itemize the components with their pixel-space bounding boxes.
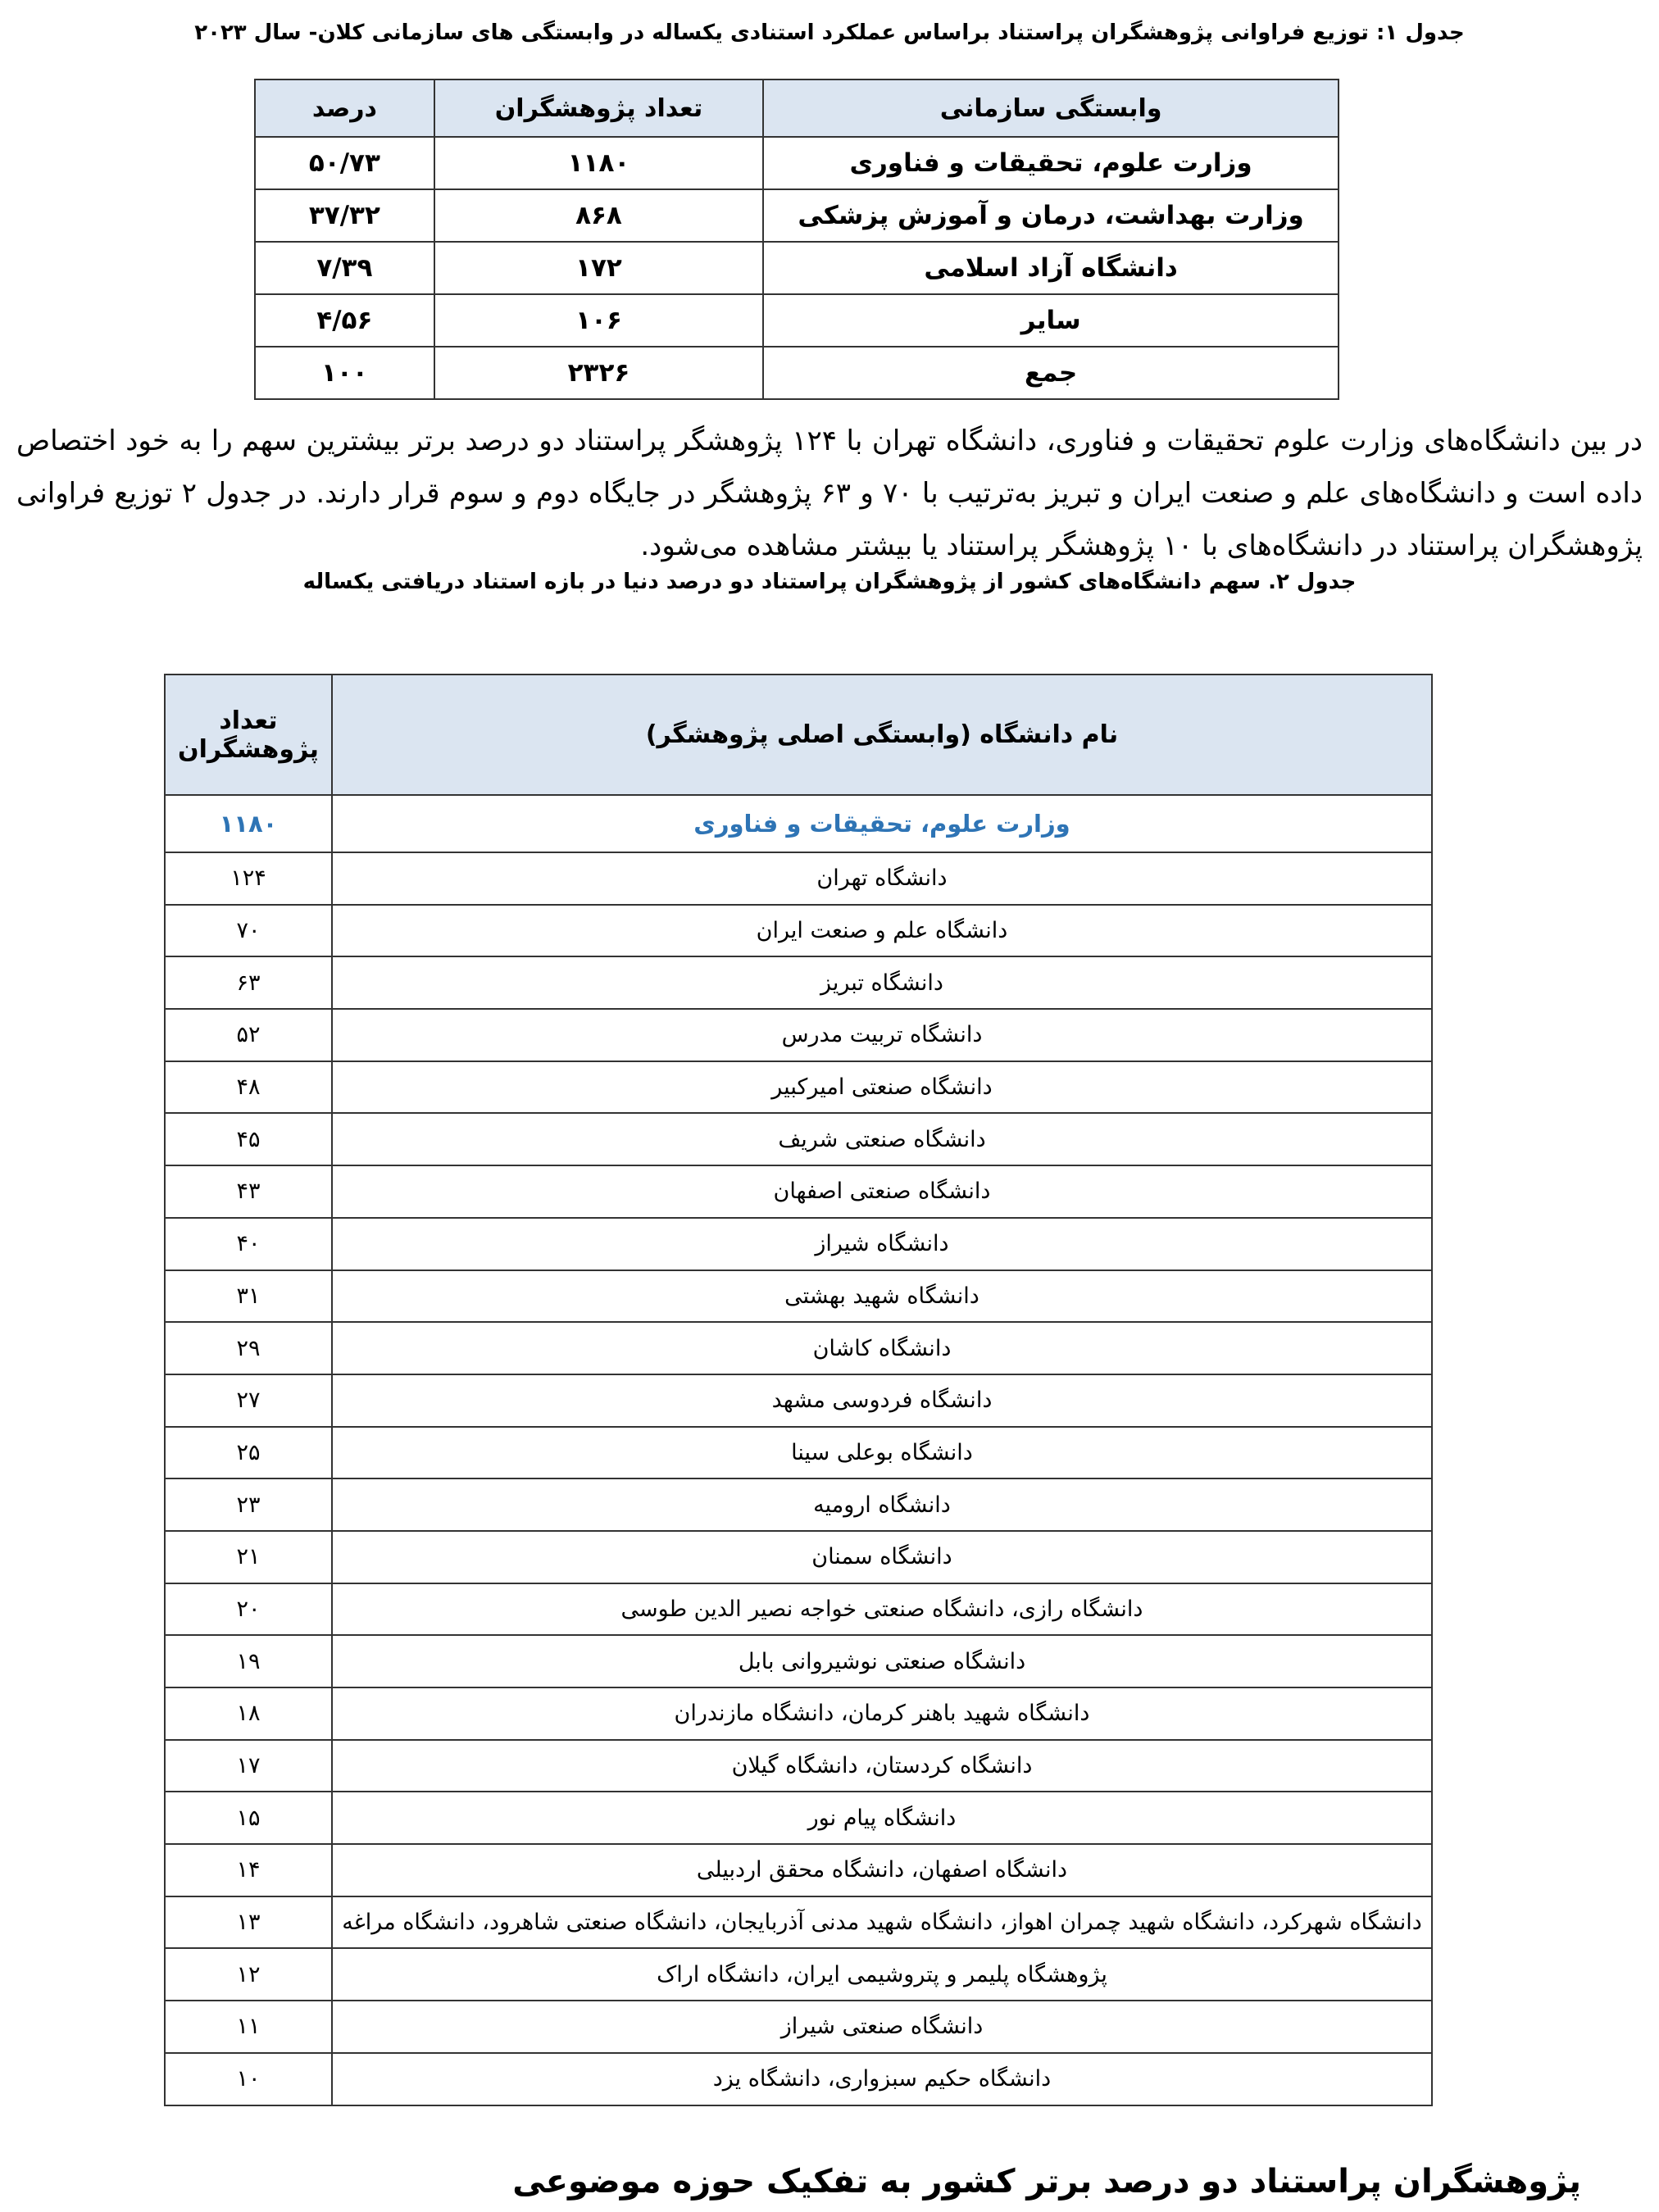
table-row — [165, 1165, 1432, 1218]
percent-cell: ۷/۳۹ — [255, 242, 434, 294]
table-row — [255, 242, 1339, 294]
table-row — [165, 1061, 1432, 1114]
header-researcher-count — [165, 675, 332, 795]
table-row — [165, 1740, 1432, 1792]
university-cell: دانشگاه تهران — [332, 852, 1432, 905]
count-cell: ۱۸ — [165, 1687, 332, 1740]
university-cell: وزارت علوم، تحقیقات و فناوری — [332, 795, 1432, 852]
university-cell: دانشگاه اصفهان، دانشگاه محقق اردبیلی — [332, 1844, 1432, 1896]
count-cell: ۲۳۲۶ — [434, 347, 764, 399]
table-row — [165, 1792, 1432, 1844]
university-cell: دانشگاه پیام نور — [332, 1792, 1432, 1844]
table-row — [165, 1478, 1432, 1531]
table-row — [165, 1322, 1432, 1374]
university-cell: دانشگاه شیراز — [332, 1218, 1432, 1270]
table-row — [165, 852, 1432, 905]
university-cell: دانشگاه رازی، دانشگاه صنعتی خواجه نصیر الدین طوسی — [332, 1583, 1432, 1636]
count-cell: ۲۰ — [165, 1583, 332, 1636]
header-percent: درصد — [255, 79, 434, 137]
table-row — [165, 1635, 1432, 1687]
affiliation-cell: وزارت بهداشت، درمان و آموزش پزشکی — [763, 189, 1339, 242]
count-cell: ۳۱ — [165, 1270, 332, 1323]
university-cell: دانشگاه تبریز — [332, 956, 1432, 1009]
table-row — [165, 1896, 1432, 1949]
count-cell: ۲۳ — [165, 1478, 332, 1531]
count-cell: ۴۵ — [165, 1113, 332, 1165]
university-cell: دانشگاه صنعتی نوشیروانی بابل — [332, 1635, 1432, 1687]
percent-cell: ۵۰/۷۳ — [255, 137, 434, 189]
university-cell: دانشگاه شهید باهنر کرمان، دانشگاه مازندران — [332, 1687, 1432, 1740]
count-cell: ۲۷ — [165, 1374, 332, 1427]
table-row — [165, 1374, 1432, 1427]
table-header-row — [165, 675, 1432, 795]
count-cell: ۸۶۸ — [434, 189, 764, 242]
table-header-row — [255, 79, 1339, 137]
table1-caption: جدول ۱: توزیع فراوانی پژوهشگران پراستناد براساس عملکرد استنادی یکساله در وابستگی های سازمانی کلان- سال ۲۰۲۳ — [194, 20, 1465, 45]
count-cell: ۱۰ — [165, 2053, 332, 2105]
university-cell: دانشگاه شهرکرد، دانشگاه شهید چمران اهواز، دانشگاه شهید مدنی آذربایجان، دانشگاه صنعتی شاهرود، دانشگاه مراغه — [332, 1896, 1432, 1949]
table-row — [165, 905, 1432, 957]
count-cell: ۴۰ — [165, 1218, 332, 1270]
table-row — [165, 1531, 1432, 1583]
university-cell: دانشگاه حکیم سبزواری، دانشگاه یزد — [332, 2053, 1432, 2105]
university-table — [164, 674, 1433, 2106]
table-row — [165, 2053, 1432, 2105]
count-cell: ۱۱۸۰ — [434, 137, 764, 189]
university-cell: دانشگاه شهید بهشتی — [332, 1270, 1432, 1323]
table-row — [165, 1687, 1432, 1740]
header-researcher-count: تعداد پژوهشگران — [434, 79, 764, 137]
table-row — [165, 1427, 1432, 1479]
count-cell: ۱۱۸۰ — [165, 795, 332, 852]
affiliation-cell: دانشگاه آزاد اسلامی — [763, 242, 1339, 294]
header-university-name: نام دانشگاه (وابستگی اصلی پژوهشگر) — [332, 675, 1432, 795]
university-cell: پژوهشگاه پلیمر و پتروشیمی ایران، دانشگاه اراک — [332, 1948, 1432, 2001]
count-cell: ۴۸ — [165, 1061, 332, 1114]
university-cell: دانشگاه کاشان — [332, 1322, 1432, 1374]
count-cell: ۱۴ — [165, 1844, 332, 1896]
count-cell: ۷۰ — [165, 905, 332, 957]
university-cell: دانشگاه صنعتی شریف — [332, 1113, 1432, 1165]
header-count-line1: تعداد — [219, 706, 278, 735]
count-cell: ۶۳ — [165, 956, 332, 1009]
count-cell: ۲۹ — [165, 1322, 332, 1374]
header-count-line2: پژوهشگران — [178, 734, 319, 764]
affiliation-cell: جمع — [763, 347, 1339, 399]
count-cell: ۲۵ — [165, 1427, 332, 1479]
university-cell: دانشگاه فردوسی مشهد — [332, 1374, 1432, 1427]
count-cell: ۱۷۲ — [434, 242, 764, 294]
count-cell: ۱۲ — [165, 1948, 332, 2001]
university-cell: دانشگاه تربیت مدرس — [332, 1009, 1432, 1061]
header-affiliation: وابستگی سازمانی — [763, 79, 1339, 137]
affiliation-table — [254, 79, 1339, 400]
university-cell: دانشگاه صنعتی اصفهان — [332, 1165, 1432, 1218]
university-cell: دانشگاه صنعتی شیراز — [332, 2001, 1432, 2053]
count-cell: ۱۷ — [165, 1740, 332, 1792]
count-cell: ۱۲۴ — [165, 852, 332, 905]
university-cell: دانشگاه صنعتی امیرکبیر — [332, 1061, 1432, 1114]
count-cell: ۴۳ — [165, 1165, 332, 1218]
university-cell: دانشگاه سمنان — [332, 1531, 1432, 1583]
table-row — [165, 1113, 1432, 1165]
table-row — [165, 1270, 1432, 1323]
count-cell: ۱۱ — [165, 2001, 332, 2053]
university-cell: دانشگاه ارومیه — [332, 1478, 1432, 1531]
table-row — [255, 189, 1339, 242]
section-heading: پژوهشگران پراستناد دو درصد برتر کشور به تفکیک حوزه موضوعی — [512, 2163, 1581, 2201]
percent-cell: ۴/۵۶ — [255, 294, 434, 347]
count-cell: ۲۱ — [165, 1531, 332, 1583]
table-row — [165, 1844, 1432, 1896]
table-row — [255, 294, 1339, 347]
table-row — [165, 1583, 1432, 1636]
table-row — [255, 137, 1339, 189]
table2-caption: جدول ۲. سهم دانشگاه‌های کشور از پژوهشگران پراستناد دو درصد دنیا در بازه استناد دریافتی یکساله — [302, 570, 1357, 594]
table-row — [165, 956, 1432, 1009]
ministry-row — [165, 795, 1432, 852]
university-cell: دانشگاه کردستان، دانشگاه گیلان — [332, 1740, 1432, 1792]
table-row — [165, 1009, 1432, 1061]
university-cell: دانشگاه بوعلی سینا — [332, 1427, 1432, 1479]
percent-cell: ۳۷/۳۲ — [255, 189, 434, 242]
table-row — [165, 1948, 1432, 2001]
affiliation-cell: وزارت علوم، تحقیقات و فناوری — [763, 137, 1339, 189]
count-cell: ۱۳ — [165, 1896, 332, 1949]
percent-cell: ۱۰۰ — [255, 347, 434, 399]
count-cell: ۱۵ — [165, 1792, 332, 1844]
affiliation-cell: سایر — [763, 294, 1339, 347]
table-row — [165, 2001, 1432, 2053]
university-cell: دانشگاه علم و صنعت ایران — [332, 905, 1432, 957]
table-total-row — [255, 347, 1339, 399]
table-row — [165, 1218, 1432, 1270]
count-cell: ۱۰۶ — [434, 294, 764, 347]
body-paragraph: در بین دانشگاه‌های وزارت علوم تحقیقات و فناوری، دانشگاه تهران با ۱۲۴ پژوهشگر پراستناد دو درصد برتر بیشترین سهم را به خود اختصاص داده است و دانشگاه‌های علم و صنعت ایران و تبریز به‌ترتیب با ۷۰ و ۶۳ پژوهشگر در جایگاه دوم و سوم قرار دارند. در جدول ۲ توزیع فراوانی پژوهشگران پراستناد در دانشگاه‌های با ۱۰ پژوهشگر پراستناد یا بیشتر مشاهده می‌شود. — [16, 425, 1643, 562]
count-cell: ۵۲ — [165, 1009, 332, 1061]
count-cell: ۱۹ — [165, 1635, 332, 1687]
